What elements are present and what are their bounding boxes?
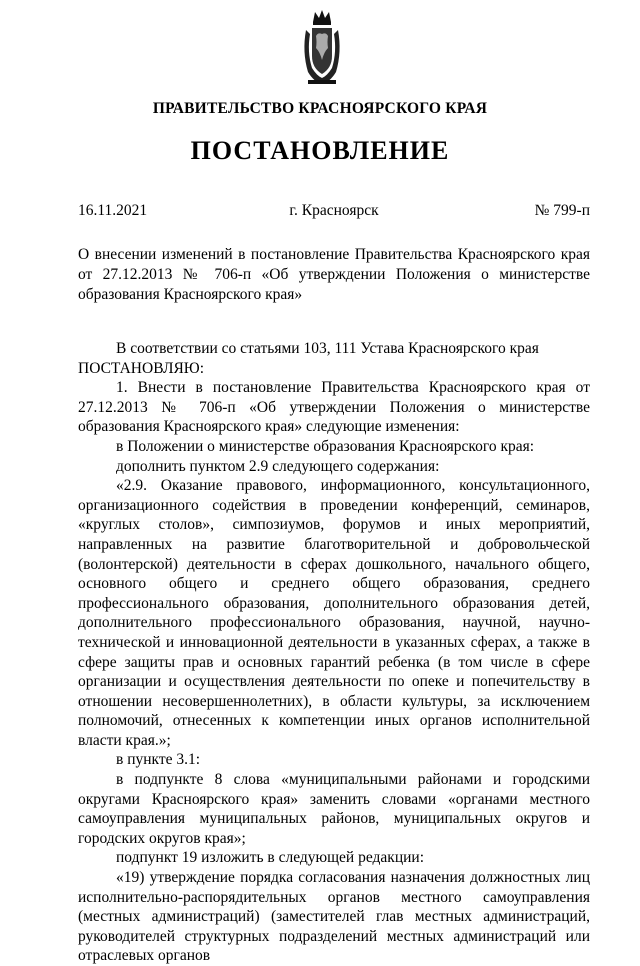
paragraph-regulation: в Положении о министерстве образования Красноярского края: <box>116 437 535 455</box>
krasnoyarsk-coat-of-arms-icon <box>300 8 344 88</box>
paragraph-subclause-19-intro: подпункт 19 изложить в следующей редакции: <box>116 849 425 867</box>
paragraph-subclause-19: «19) утверждение порядка согласования назначения должностных лиц исполнительно-распорядительных органов местного самоуправления (местных администраций) (заместителей глав местных администраций, руководителей структурных подразделений местных администраций или отраслевых органов <box>78 869 590 965</box>
paragraph-resolve: ПОСТАНОВЛЯЮ: <box>78 359 205 377</box>
paragraph-preamble: В соответствии со статьями 103, 111 Устава Красноярского края <box>116 340 539 357</box>
paragraph-add-clause: дополнить пунктом 2.9 следующего содержания: <box>116 457 440 475</box>
document-city: г. Красноярск <box>289 202 379 219</box>
paragraph-item-1: 1. Внести в постановление Правительства Красноярского края от 27.12.2013 № 706-п «Об утверждении Положения о министерстве образования Красноярского края» следующие изменения: <box>78 379 590 436</box>
document-date: 16.11.2021 <box>78 202 148 219</box>
paragraph-clause-3-1: в пункте 3.1: <box>116 751 201 769</box>
document-number: № 799-п <box>534 202 590 219</box>
document-body <box>78 339 590 966</box>
document-meta-row <box>78 202 590 222</box>
paragraph-clause-2-9: «2.9. Оказание правового, информационного, консультационного, организационного содействия в проведении конференций, семинаров, «круглых столов», симпозиумов, форумов и иных мероприятий, направленных на развитие благотворительной и добровольческой (волонтерской) деятельности в сферах дошкольного, начального общего, основного общего и среднего общего образования, среднего профессионального образования, дополнительного образования детей, дополнительного профессионального образования, научной, научно-технической и инновационной деятельности в указанных сферах, а также в сфере защиты прав и основных гарантий ребенка (в том числе в сфере организации и осуществления деятельности по опеке и попечительству в отношении несовершеннолетних), в области культуры, за исключением полномочий, отнесенных к компетенции иных органов исполнительной власти края.»; <box>78 477 590 749</box>
document-type-title: ПОСТАНОВЛЕНИЕ <box>190 136 450 165</box>
paragraph-subclause-8: в подпункте 8 слова «муниципальными районами и городскими округами Красноярского края» заменить словами «органами местного самоуправления муниципальных районов, муниципальных округов и городских округов края»; <box>78 771 590 847</box>
organization-name: ПРАВИТЕЛЬСТВО КРАСНОЯРСКОГО КРАЯ <box>152 100 488 117</box>
document-subject: О внесении изменений в постановление Правительства Красноярского края от 27.12.2013 № 706-п «Об утверждении Положения о министерстве образования Красноярского края» <box>78 246 590 303</box>
